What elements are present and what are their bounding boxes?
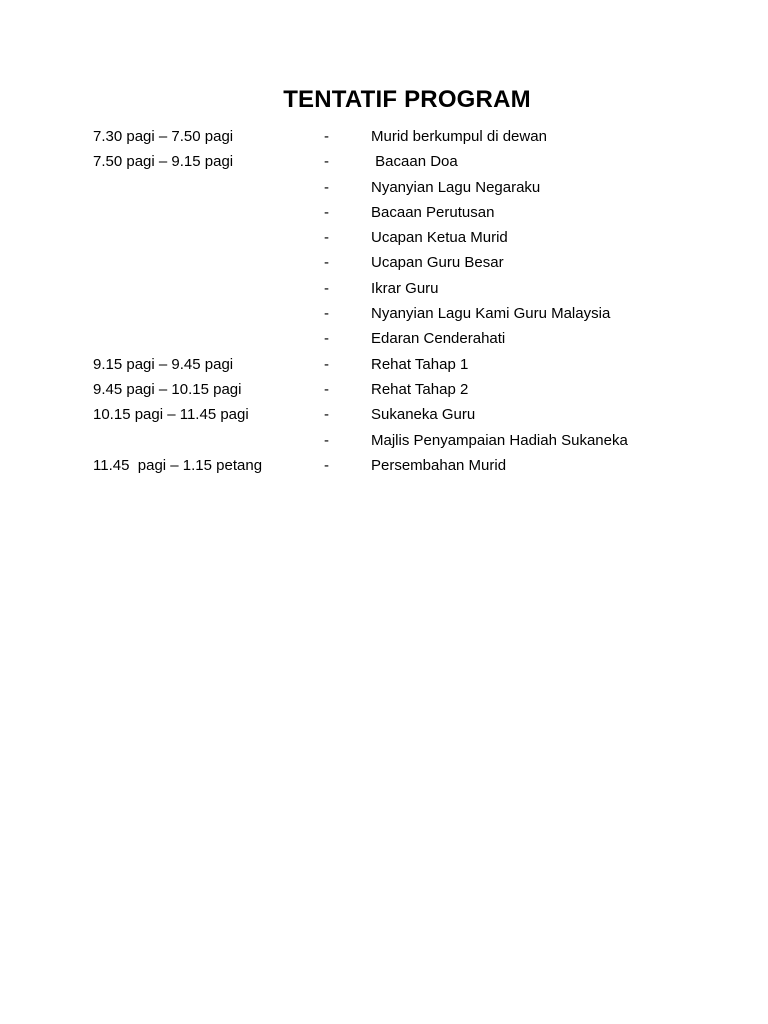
schedule-time: 9.45 pagi – 10.15 pagi	[93, 380, 242, 398]
schedule-dash: -	[324, 279, 329, 297]
schedule-dash: -	[324, 406, 329, 424]
schedule-time: 7.30 pagi – 7.50 pagi	[93, 128, 234, 145]
schedule-row	[93, 127, 713, 152]
schedule-dash: -	[324, 330, 329, 348]
schedule-dash: -	[324, 128, 329, 145]
schedule-row	[93, 304, 713, 329]
schedule-row	[93, 228, 713, 253]
schedule-row	[93, 380, 713, 405]
schedule-dash: -	[324, 431, 329, 449]
schedule-activity: Rehat Tahap 1	[371, 355, 469, 373]
schedule-dash: -	[324, 203, 329, 221]
schedule-dash: -	[324, 254, 329, 272]
schedule-row	[93, 456, 713, 481]
schedule-row	[93, 178, 713, 203]
schedule-time: 7.50 pagi – 9.15 pagi	[93, 153, 234, 171]
schedule-dash: -	[324, 178, 329, 196]
schedule-dash: -	[324, 153, 329, 171]
schedule-row	[93, 405, 713, 430]
schedule-dash: -	[324, 229, 329, 247]
schedule-activity: Bacaan Perutusan	[371, 203, 495, 221]
page-title: TENTATIF PROGRAM	[283, 86, 531, 113]
schedule-activity: Ucapan Guru Besar	[371, 254, 504, 272]
schedule-row	[93, 253, 713, 278]
schedule-activity: Edaran Cenderahati	[371, 330, 506, 348]
schedule-row	[93, 203, 713, 228]
schedule-time: 10.15 pagi – 11.45 pagi	[93, 406, 249, 424]
schedule-activity: Rehat Tahap 2	[371, 380, 469, 398]
schedule-activity: Nyanyian Lagu Kami Guru Malaysia	[371, 305, 611, 323]
schedule-dash: -	[324, 355, 329, 373]
schedule-row	[93, 279, 713, 304]
schedule-time: 11.45 pagi – 1.15 petang	[93, 456, 263, 474]
schedule-activity: Ikrar Guru	[371, 279, 439, 297]
schedule-activity: Bacaan Doa	[371, 153, 458, 171]
schedule-activity: Persembahan Murid	[371, 456, 507, 474]
schedule-row	[93, 431, 713, 456]
schedule-row	[93, 355, 713, 380]
schedule-activity: Nyanyian Lagu Negaraku	[371, 178, 541, 196]
schedule-list	[93, 127, 713, 481]
schedule-dash: -	[324, 380, 329, 398]
schedule-activity: Majlis Penyampaian Hadiah Sukaneka	[371, 431, 628, 449]
schedule-row	[93, 329, 713, 354]
schedule-row	[93, 152, 713, 177]
schedule-activity: Ucapan Ketua Murid	[371, 229, 508, 247]
schedule-time: 9.15 pagi – 9.45 pagi	[93, 355, 234, 373]
schedule-dash: -	[324, 305, 329, 323]
schedule-activity: Sukaneka Guru	[371, 406, 476, 424]
schedule-activity: Murid berkumpul di dewan	[371, 128, 547, 145]
schedule-dash: -	[324, 456, 329, 474]
